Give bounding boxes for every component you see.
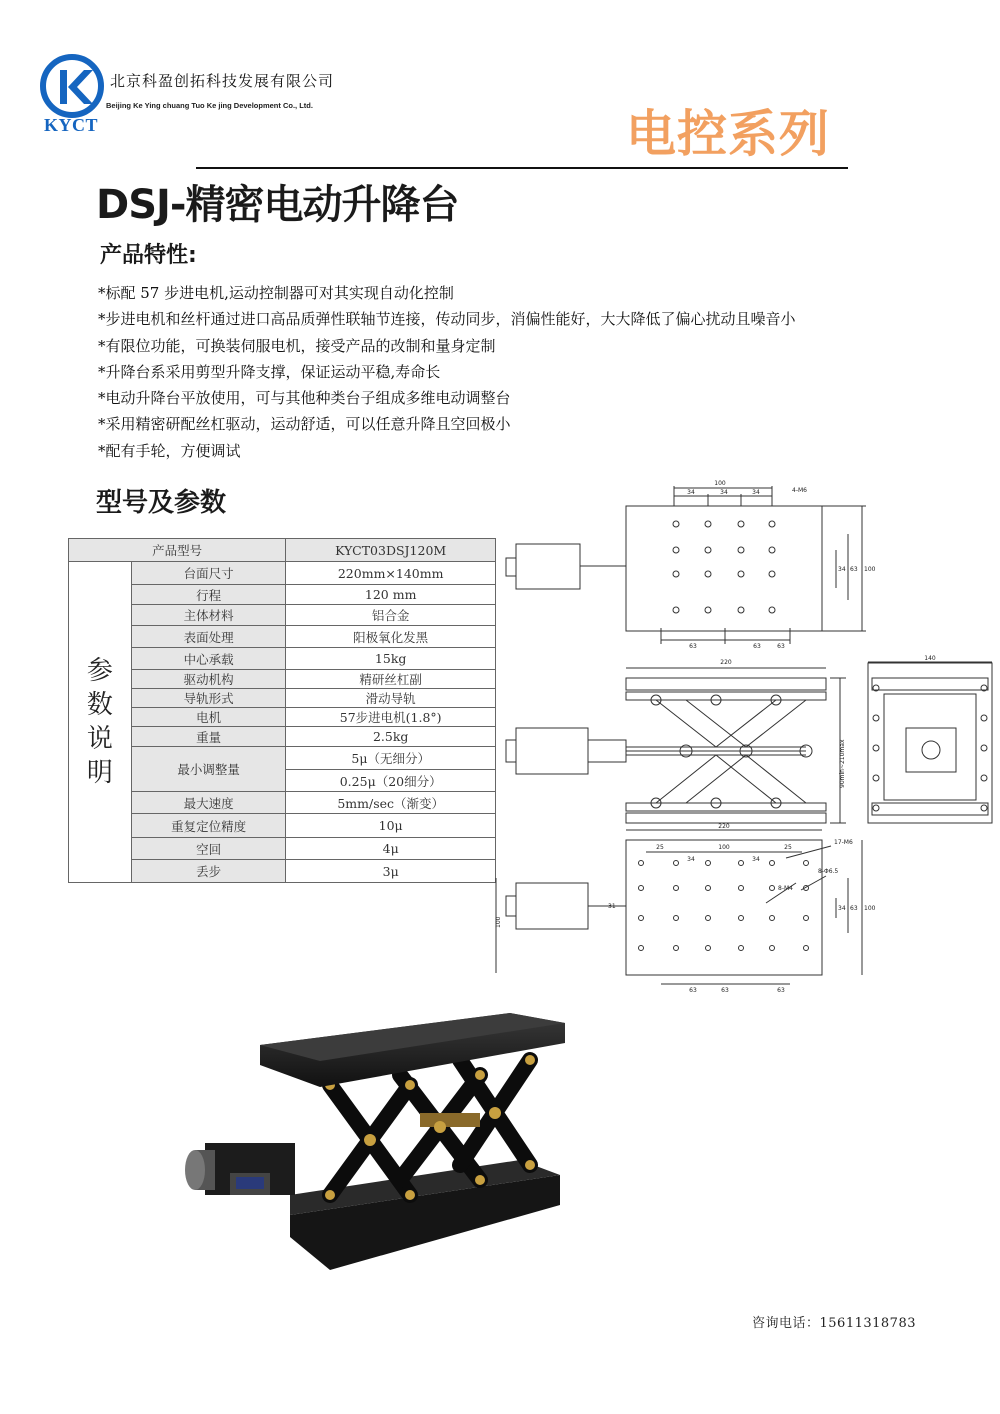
drawing-hole — [804, 946, 809, 951]
drawing-hole — [873, 775, 879, 781]
drawing-hole — [673, 547, 679, 553]
drawing-hole — [706, 946, 711, 951]
features-list — [98, 280, 928, 464]
drawing-hole — [705, 571, 711, 577]
feature-item: *采用精密研配丝杠驱动，运动舒适，可以任意升降且空回极小 — [98, 415, 511, 434]
dim-label: 220 — [720, 659, 732, 666]
dim-label: 63 — [689, 987, 697, 994]
top-view-drawing — [506, 486, 866, 644]
dim-label: 34 — [752, 856, 760, 863]
spec-value: 4μ — [286, 838, 496, 860]
drawing-hole — [705, 521, 711, 527]
spec-value: 2.5kg — [286, 727, 496, 747]
feature-item: *升降台系采用剪型升降支撑，保证运动平稳,寿命长 — [98, 362, 441, 381]
dim-label: 63 — [850, 905, 858, 912]
drawing-hole — [706, 886, 711, 891]
drawing-hole — [769, 607, 775, 613]
feature-item: *步进电机和丝杆通过进口高品质弹性联轴节连接，传动同步，消偏性能好，大大降低了偏心扰动且噪音小 — [98, 310, 796, 329]
spec-table — [68, 538, 496, 883]
product-photo — [170, 1005, 570, 1275]
dim-label: 100 — [718, 844, 730, 851]
drawing-hole — [981, 775, 987, 781]
side-view-drawing — [506, 668, 846, 823]
drawing-hole — [639, 861, 644, 866]
drawing-hole — [739, 886, 744, 891]
drawing-hole — [639, 886, 644, 891]
dim-label: 63 — [777, 987, 785, 994]
drawing-hole — [770, 861, 775, 866]
spec-label: 驱动机构 — [131, 670, 285, 689]
drawing-hole — [738, 607, 744, 613]
drawing-hole — [804, 861, 809, 866]
drawing-hole — [873, 715, 879, 721]
end-view-drawing — [868, 662, 992, 823]
spec-label: 电机 — [131, 708, 285, 727]
drawing-hole — [673, 571, 679, 577]
drawing-hole — [706, 916, 711, 921]
dim-label: 63 — [850, 566, 858, 573]
dim-label: 34 — [838, 566, 846, 573]
dim-label: 100 — [864, 566, 876, 573]
dim-label: 100 — [714, 480, 726, 487]
drawing-hole — [706, 861, 711, 866]
drawing-hole — [981, 745, 987, 751]
spec-value: 精研丝杠副 — [286, 670, 496, 689]
dim-note: 4-M6 — [792, 487, 807, 494]
series-title: 电控系列 — [626, 105, 830, 163]
spec-label: 最大速度 — [131, 792, 285, 814]
dim-label: 34 — [687, 856, 695, 863]
drawing-hole — [873, 805, 879, 811]
drawing-hole — [639, 946, 644, 951]
dim-label: 140 — [924, 655, 936, 662]
drawing-hole — [769, 521, 775, 527]
drawing-hole — [739, 916, 744, 921]
spec-value: 滑动导轨 — [286, 689, 496, 708]
spec-value: 阳极氧化发黑 — [286, 626, 496, 648]
dim-note: 17-M6 — [834, 839, 853, 846]
drawing-hole — [673, 607, 679, 613]
spec-label: 台面尺寸 — [131, 562, 285, 585]
drawing-hole — [804, 916, 809, 921]
spec-value: 5mm/sec（渐变） — [286, 792, 496, 814]
dim-label: 34 — [752, 489, 760, 496]
dim-label: 100 — [495, 916, 502, 928]
drawing-hole — [674, 916, 679, 921]
drawing-hole — [738, 571, 744, 577]
spec-value: 铝合金 — [286, 605, 496, 626]
logo-text: KYCT — [44, 115, 99, 135]
spec-label: 行程 — [131, 585, 285, 605]
spec-label: 中心承载 — [131, 648, 285, 670]
drawing-hole — [674, 946, 679, 951]
spec-value: 0.25μ（20细分） — [286, 770, 496, 792]
dim-label: 100 — [864, 905, 876, 912]
company-name-en: Beijing Ke Ying chuang Tuo Ke jing Development Co., Ltd. — [106, 101, 313, 110]
drawing-hole — [873, 745, 879, 751]
spec-label: 表面处理 — [131, 626, 285, 648]
drawing-hole — [770, 886, 775, 891]
feature-item: *标配 57 步进电机,运动控制器可对其实现自动化控制 — [98, 284, 454, 302]
spec-label: 重复定位精度 — [131, 814, 285, 838]
dim-label: 90min~210max — [839, 739, 846, 788]
feature-item: *配有手轮，方便调试 — [98, 441, 241, 460]
spec-value: 3μ — [286, 860, 496, 883]
technical-drawings — [496, 478, 1000, 1004]
spec-label: 最小调整量 — [131, 747, 285, 792]
spec-label: 重量 — [131, 727, 285, 747]
feature-item: *电动升降台平放使用，可与其他种类台子组成多维电动调整台 — [98, 389, 511, 408]
spec-value: 120 mm — [286, 585, 496, 605]
specs-heading: 型号及参数 — [96, 488, 227, 518]
drawing-hole — [674, 886, 679, 891]
drawing-hole — [769, 571, 775, 577]
contact-phone: 咨询电话：15611318783 — [752, 1316, 916, 1331]
drawing-hole — [769, 547, 775, 553]
drawing-hole — [673, 521, 679, 527]
spec-value: 10μ — [286, 814, 496, 838]
features-heading: 产品特性: — [100, 243, 197, 268]
drawing-hole — [770, 946, 775, 951]
drawing-hole — [981, 715, 987, 721]
drawing-hole — [674, 861, 679, 866]
drawing-hole — [705, 607, 711, 613]
spec-label: 主体材料 — [131, 605, 285, 626]
dim-note: 8-Φ6.5 — [818, 868, 839, 875]
drawing-hole — [705, 547, 711, 553]
dim-note: 8-M4 — [778, 885, 793, 892]
dim-label: 63 — [753, 643, 761, 650]
bottom-view-drawing — [496, 830, 862, 984]
drawing-hole — [738, 521, 744, 527]
dim-label: 25 — [656, 844, 664, 851]
company-name-cn: 北京科盈创拓科技发展有限公司 — [110, 72, 335, 90]
spec-value: 15kg — [286, 648, 496, 670]
spec-value: 5μ（无细分） — [286, 747, 496, 770]
drawing-hole — [639, 916, 644, 921]
dim-label: 25 — [784, 844, 792, 851]
drawing-hole — [738, 547, 744, 553]
dim-label: 63 — [777, 643, 785, 650]
model-label: 产品型号 — [69, 539, 286, 562]
drawing-hole — [739, 861, 744, 866]
dim-label: 63 — [689, 643, 697, 650]
spec-label: 导轨形式 — [131, 689, 285, 708]
spec-label: 空回 — [131, 838, 285, 860]
dim-label: 220 — [718, 823, 730, 830]
spec-group-label: 参 数 说 明 — [69, 562, 132, 883]
spec-value: 57步进电机(1.8°) — [286, 708, 496, 727]
drawing-hole — [981, 805, 987, 811]
drawing-hole — [739, 946, 744, 951]
product-title: DSJ-精密电动升降台 — [96, 182, 459, 228]
header-rule — [196, 167, 848, 169]
feature-item: *有限位功能，可换装伺服电机，接受产品的改制和量身定制 — [98, 336, 496, 355]
drawing-hole — [770, 916, 775, 921]
dim-label: 34 — [838, 905, 846, 912]
dim-label: 63 — [721, 987, 729, 994]
spec-value: 220mm×140mm — [286, 562, 496, 585]
spec-label: 丢步 — [131, 860, 285, 883]
dim-label: 34 — [687, 489, 695, 496]
model-value: KYCT03DSJ120M — [286, 539, 496, 562]
dim-label: 34 — [720, 489, 728, 496]
dim-label: 31 — [608, 903, 616, 910]
